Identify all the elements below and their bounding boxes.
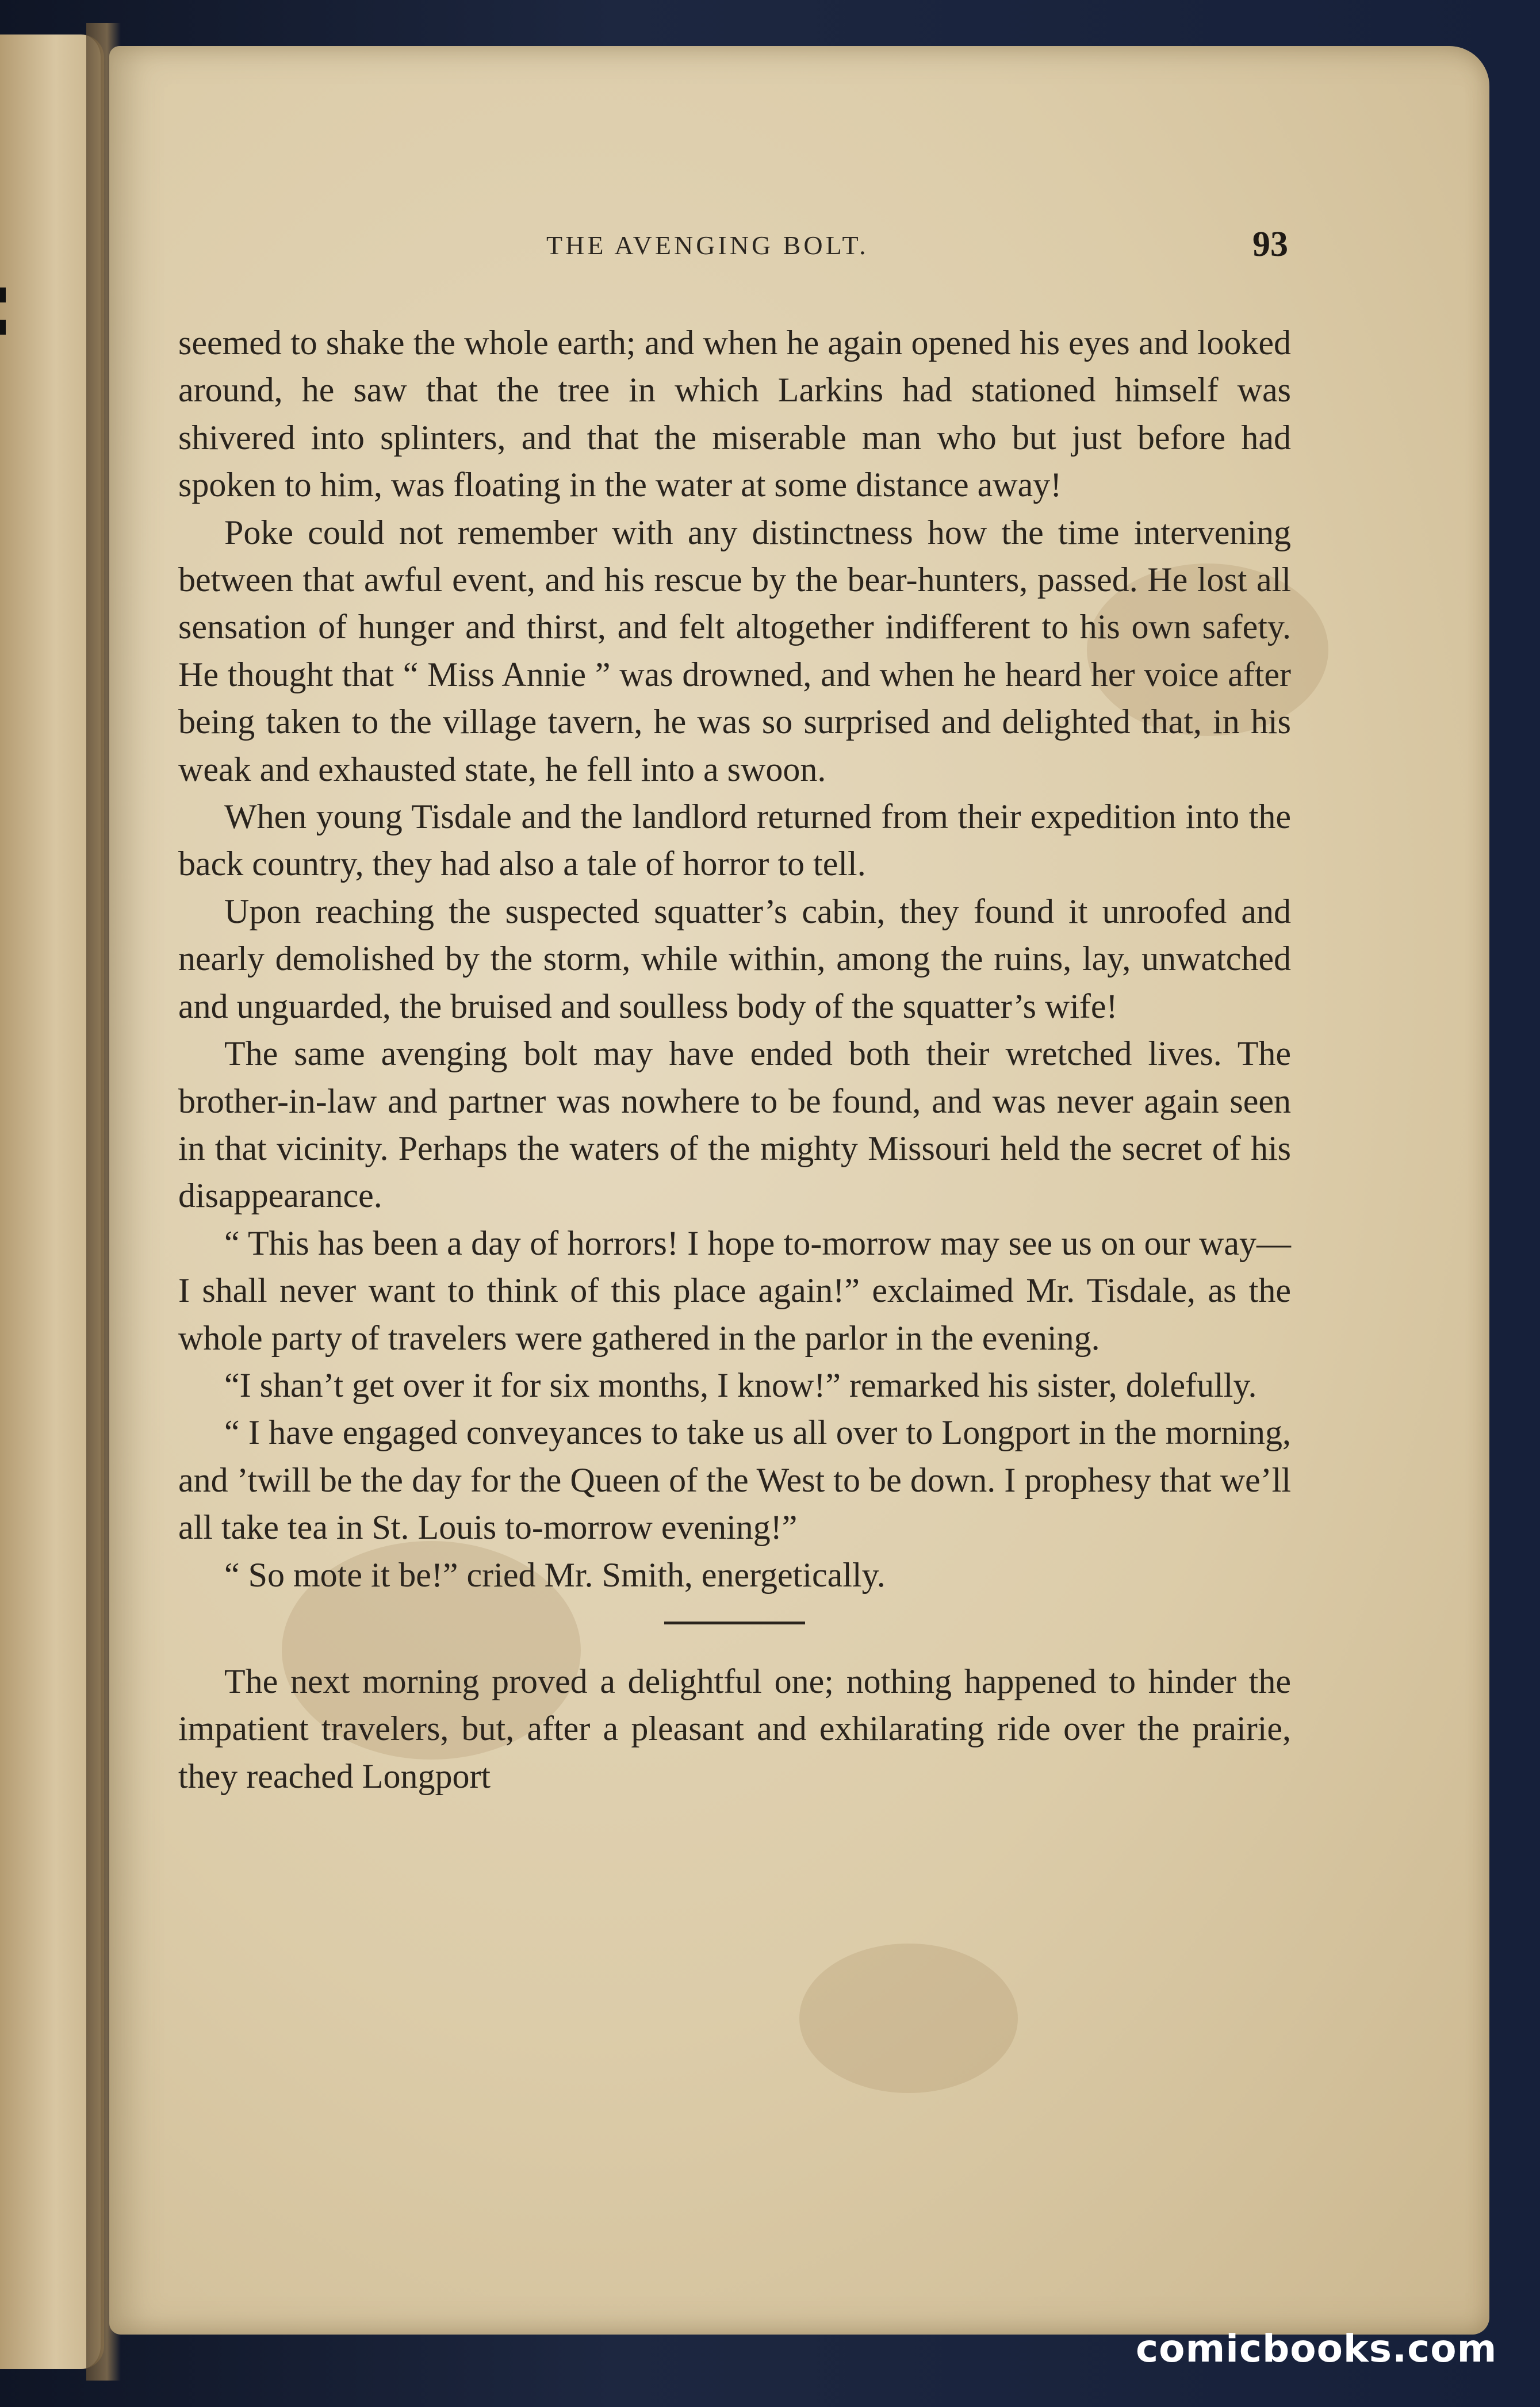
page-text (178, 319, 1291, 1800)
paragraph: Poke could not remember with any distinctness how the time intervening between that awful event, and his rescue by the bear-hunters, passed. He lost all sensation of hunger and thirst, and felt altogether indifferent to his own safety. He thought that “ Miss Annie ” was drowned, and when he heard her voice after being taken to the village tavern, he was so surprised and delighted that, in his weak and exhausted state, he fell into a swoon. (178, 513, 1291, 788)
paragraph: seemed to shake the whole earth; and when he again opened his eyes and looked around, he saw that the tree in which Larkins had stationed himself was shivered into splinters, and that the miserable man who but just before had spoken to him, was floating in the water at some distance away! (178, 324, 1291, 504)
paragraph: “ This has been a day of horrors! I hope to-morrow may see us on our way—I shall never want to think of this place again!” exclaimed Mr. Tisdale, as the whole party of travelers were gathered in the parlor in the evening. (178, 1224, 1291, 1357)
paper-stain (799, 1944, 1018, 2093)
site-watermark: comicbooks.com (1136, 2326, 1497, 2371)
binding-marks (0, 288, 6, 357)
paragraph: Upon reaching the suspected squatter’s cabin, they found it unroofed and nearly demolished by the storm, while within, among the ruins, lay, unwatched and unguarded, the bruised and soulless body of the squatter’s wife! (178, 892, 1291, 1025)
running-header (0, 225, 1540, 276)
paragraph: The same avenging bolt may have ended both their wretched lives. The brother-in-law and partner was nowhere to be found, and was never again seen in that vicinity. Perhaps the waters of the mighty Missouri held the secret of his disappearance. (178, 1034, 1291, 1215)
section-divider-rule (664, 1622, 805, 1624)
paragraph: The next morning proved a delightful one; nothing happened to hinder the impatient travelers, but, after a pleasant and exhilarating ride over the prairie, they reached Longport (178, 1662, 1291, 1795)
paragraph: “ I have engaged conveyances to take us all over to Longport in the morning, and ’twill be the day for the Queen of the West to be down. I prophesy that we’ll all take tea in St. Louis to-morrow evening!” (178, 1413, 1291, 1547)
page-number: 93 (1252, 225, 1288, 264)
paragraph: “I shan’t get over it for six months, I know!” remarked his sister, dolefully. (224, 1366, 1257, 1404)
paragraph: When young Tisdale and the landlord returned from their expedition into the back country, they had also a tale of horror to tell. (178, 798, 1291, 883)
paragraph: “ So mote it be!” cried Mr. Smith, energetically. (224, 1555, 886, 1594)
running-title: THE AVENGING BOLT. (546, 231, 869, 260)
